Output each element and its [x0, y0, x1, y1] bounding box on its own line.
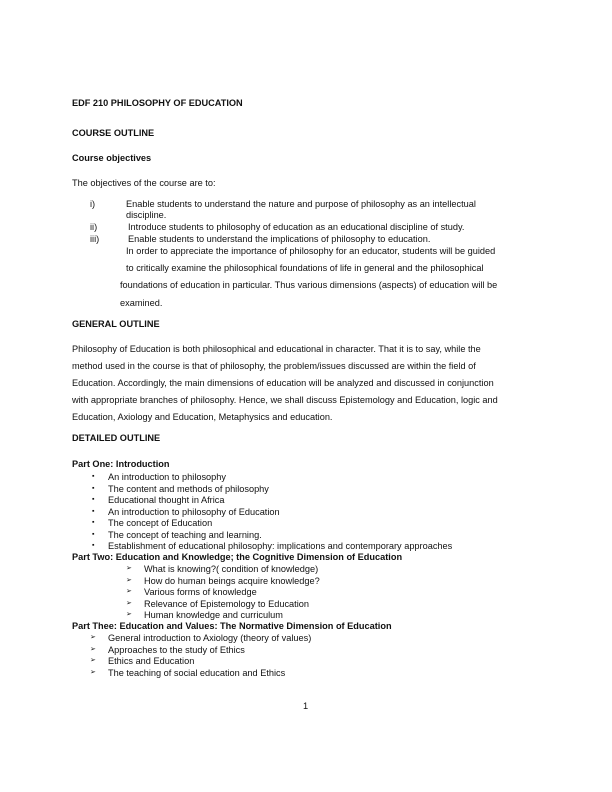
detailed-outline-heading: DETAILED OUTLINE — [72, 433, 161, 443]
part-two-title: Part Two: Education and Knowledge; the Cognitive Dimension of Education — [72, 552, 403, 562]
general-paragraph-line: with appropriate branches of philosophy. Hence, we shall discuss Epistemology and Education, logic and — [72, 395, 498, 405]
list-item: Establishment of educational philosophy: implications and contemporary approaches — [108, 541, 453, 551]
list-item: The teaching of social education and Ethics — [108, 667, 286, 678]
objectives-paragraph-line: to critically examine the philosophical foundations of life in general and the philosophical — [126, 263, 484, 273]
list-item: Relevance of Epistemology to Education — [144, 598, 309, 609]
objectives-paragraph-line: In order to appreciate the importance of philosophy for an educator, students will be guided — [126, 246, 496, 256]
square-bullet-icon: ▪ — [92, 473, 95, 480]
arrow-bullet-icon: ➢ — [126, 588, 132, 595]
objective-number: ii) — [90, 222, 98, 232]
arrow-bullet-icon: ➢ — [126, 565, 132, 572]
list-item: Various forms of knowledge — [144, 587, 257, 597]
list-item: Educational thought in Africa — [108, 495, 225, 505]
list-item: General introduction to Axiology (theory of values) — [108, 633, 312, 643]
objectives-intro: The objectives of the course are to: — [72, 178, 216, 188]
square-bullet-icon: ▪ — [92, 507, 95, 515]
general-paragraph-line: Education. Accordingly, the main dimensions of education will be analyzed and discussed in conjunction — [72, 378, 494, 388]
list-item: What is knowing?( condition of knowledge) — [144, 564, 319, 574]
square-bullet-icon: ▪ — [92, 542, 95, 549]
list-item: An introduction to philosophy — [108, 472, 226, 482]
arrow-bullet-icon: ➢ — [90, 668, 96, 676]
objective-number: i) — [90, 199, 96, 209]
objective-text: Introduce students to philosophy of education as an educational discipline of study. — [128, 222, 465, 232]
arrow-bullet-icon: ➢ — [90, 645, 96, 653]
objective-text: Enable students to understand the nature and purpose of philosophy as an intellectual — [126, 199, 476, 209]
arrow-bullet-icon: ➢ — [126, 576, 132, 584]
part-three-title: Part Thee: Education and Values: The Normative Dimension of Education — [72, 621, 392, 631]
square-bullet-icon: ▪ — [92, 530, 95, 538]
objectives-paragraph-line: examined. — [120, 298, 163, 308]
list-item: An introduction to philosophy of Education — [108, 506, 280, 517]
part-one-title: Part One: Introduction — [72, 459, 170, 469]
arrow-bullet-icon: ➢ — [126, 599, 132, 607]
objectives-heading: Course objectives — [72, 153, 152, 163]
list-item: Human knowledge and curriculum — [144, 610, 283, 620]
arrow-bullet-icon: ➢ — [126, 611, 132, 618]
objective-number: iii) — [90, 234, 100, 244]
list-item: Approaches to the study of Ethics — [108, 644, 245, 655]
general-outline-heading: GENERAL OUTLINE — [72, 319, 160, 329]
list-item: The content and methods of philosophy — [108, 483, 269, 494]
list-item: The concept of teaching and learning. — [108, 529, 262, 540]
general-paragraph-line: method used in the course is that of philosophy, the problem/issues discussed are within the field of — [72, 361, 476, 371]
square-bullet-icon: ▪ — [92, 519, 95, 526]
general-paragraph-line: Philosophy of Education is both philosophical and educational in character. That it is to say, while the — [72, 344, 481, 354]
objective-text: discipline. — [126, 210, 167, 220]
document-title: EDF 210 PHILOSOPHY OF EDUCATION — [72, 98, 243, 108]
arrow-bullet-icon: ➢ — [90, 634, 96, 641]
course-outline-heading: COURSE OUTLINE — [72, 128, 155, 138]
page-number: 1 — [303, 701, 309, 711]
list-item: Ethics and Education — [108, 656, 195, 666]
list-item: The concept of Education — [108, 518, 213, 528]
objectives-paragraph-line: foundations of education in particular. Thus various dimensions (aspects) of education will be — [120, 280, 498, 290]
square-bullet-icon: ▪ — [92, 484, 95, 492]
square-bullet-icon: ▪ — [92, 496, 95, 503]
arrow-bullet-icon: ➢ — [90, 657, 96, 664]
general-paragraph-line: Education, Axiology and Education, Metaphysics and education. — [72, 412, 333, 422]
objective-text: Enable students to understand the implications of philosophy to education. — [128, 234, 431, 244]
list-item: How do human beings acquire knowledge? — [144, 575, 320, 586]
